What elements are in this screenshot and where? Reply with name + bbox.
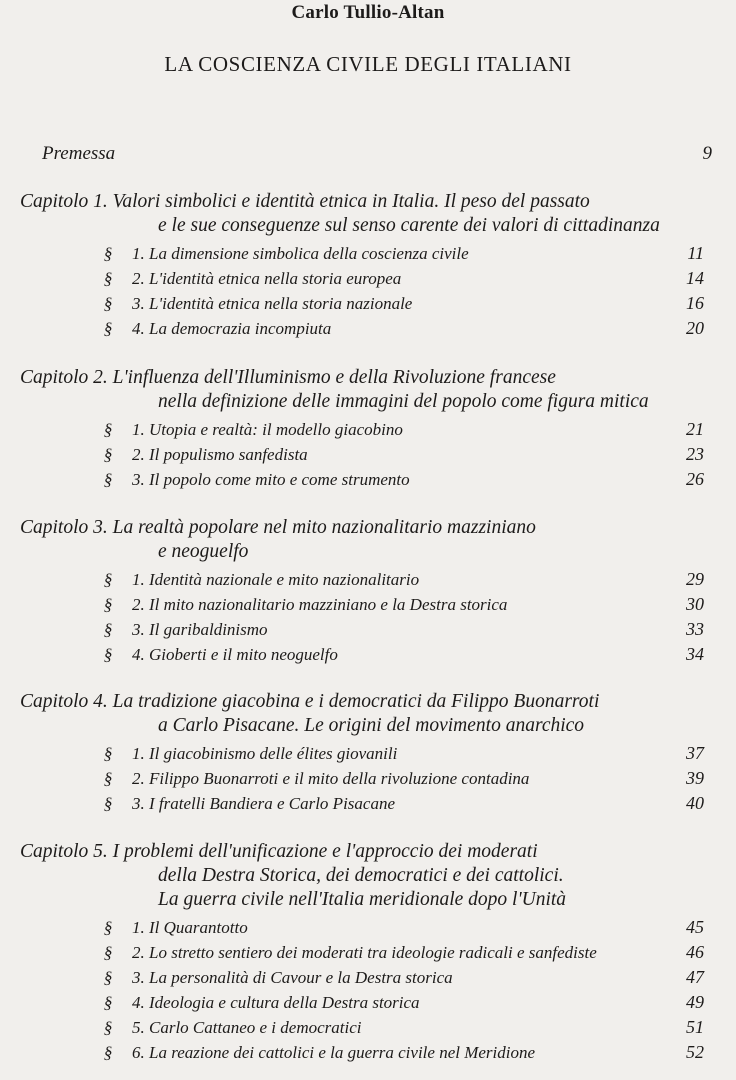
section-symbol: §: [103, 470, 113, 489]
section-symbol: §: [103, 319, 113, 338]
toc-section-entry: [20, 467, 714, 492]
toc-section-entry: [20, 417, 714, 442]
toc-section-entry: [20, 766, 714, 791]
chapter-4: [20, 690, 714, 816]
section-symbol: §: [103, 445, 113, 464]
section-title: 6. La reazione dei cattolici e la guerra civile nel Meridione: [132, 1043, 536, 1062]
section-page: 47: [686, 967, 704, 987]
toc-section-entry: [20, 592, 714, 617]
section-title: 3. L'identità etnica nella storia nazionale: [132, 294, 413, 313]
chapter-2: [20, 366, 714, 492]
section-page: 37: [686, 743, 704, 763]
chapter-heading: [20, 366, 714, 414]
section-page: 51: [686, 1017, 704, 1037]
section-symbol: §: [103, 645, 113, 664]
section-symbol: §: [103, 420, 113, 439]
toc-section-entry: [20, 965, 714, 990]
toc-section-entry: [20, 990, 714, 1015]
section-symbol: §: [103, 570, 113, 589]
book-title: LA COSCIENZA CIVILE DEGLI ITALIANI: [164, 52, 572, 76]
section-page: 40: [686, 793, 704, 813]
section-list: [20, 741, 714, 816]
section-page: 52: [686, 1042, 704, 1062]
section-symbol: §: [103, 943, 113, 962]
chapter-heading: [20, 840, 714, 912]
section-title: 4. Ideologia e cultura della Destra storica: [132, 993, 420, 1012]
toc-section-entry: [20, 442, 714, 467]
chapter-heading-line: della Destra Storica, dei democratici e dei cattolici.: [158, 865, 564, 886]
chapter-heading-line: Capitolo 1. Valori simbolici e identità etnica in Italia. Il peso del passato: [20, 191, 590, 212]
toc-section-entry: [20, 1015, 714, 1040]
section-symbol: §: [103, 294, 113, 313]
section-symbol: §: [103, 620, 113, 639]
section-symbol: §: [103, 1043, 113, 1062]
toc-section-entry: [20, 617, 714, 642]
section-title: 4. La democrazia incompiuta: [132, 319, 332, 338]
section-list: [20, 915, 714, 1065]
section-page: 49: [686, 992, 704, 1012]
toc-section-entry: [20, 316, 714, 341]
toc-section-entry: [20, 940, 714, 965]
chapter-heading: [20, 516, 714, 564]
toc-section-entry: [20, 567, 714, 592]
chapter-heading-line: Capitolo 2. L'influenza dell'Illuminismo e della Rivoluzione francese: [20, 367, 556, 388]
section-list: [20, 417, 714, 492]
section-symbol: §: [103, 1018, 113, 1037]
toc-section-entry: [20, 291, 714, 316]
chapter-heading-line: e neoguelfo: [158, 541, 249, 562]
chapter-3: [20, 516, 714, 667]
section-symbol: §: [103, 269, 113, 288]
section-page: 29: [686, 569, 704, 589]
chapter-5: [20, 840, 714, 1065]
chapter-heading-line: Capitolo 3. La realtà popolare nel mito nazionalitario mazziniano: [20, 517, 536, 538]
chapter-heading: [20, 190, 714, 238]
section-title: 3. Il garibaldinismo: [132, 620, 268, 639]
chapter-heading-line: nella definizione delle immagini del popolo come figura mitica: [158, 391, 649, 412]
section-symbol: §: [103, 595, 113, 614]
toc-section-entry: [20, 791, 714, 816]
section-page: 33: [686, 619, 704, 639]
section-title: 2. Il populismo sanfedista: [132, 445, 308, 464]
section-page: 30: [686, 594, 704, 614]
section-title: 2. Filippo Buonarroti e il mito della rivoluzione contadina: [132, 769, 530, 788]
chapter-1: [20, 190, 714, 341]
section-title: 2. L'identità etnica nella storia europea: [132, 269, 402, 288]
section-symbol: §: [103, 744, 113, 763]
section-page: 45: [686, 917, 704, 937]
toc-section-entry: [20, 241, 714, 266]
section-title: 1. Utopia e realtà: il modello giacobino: [132, 420, 403, 439]
section-page: 20: [686, 318, 704, 338]
section-symbol: §: [103, 968, 113, 987]
chapter-heading-line: e le sue conseguenze sul senso carente dei valori di cittadinanza: [158, 215, 660, 236]
section-title: 1. Il giacobinismo delle élites giovanili: [132, 744, 398, 763]
toc-section-entry: [20, 642, 714, 667]
section-title: 2. Il mito nazionalitario mazziniano e la Destra storica: [132, 595, 508, 614]
toc-section-entry: [20, 266, 714, 291]
section-title: 3. I fratelli Bandiera e Carlo Pisacane: [132, 794, 395, 813]
section-title: 3. Il popolo come mito e come strumento: [132, 470, 410, 489]
section-page: 14: [686, 268, 704, 288]
section-page: 11: [687, 243, 704, 263]
section-symbol: §: [103, 769, 113, 788]
section-title: 5. Carlo Cattaneo e i democratici: [132, 1018, 362, 1037]
section-title: 3. La personalità di Cavour e la Destra storica: [132, 968, 453, 987]
section-list: [20, 241, 714, 341]
section-page: 26: [686, 469, 704, 489]
premessa-page: 9: [702, 143, 712, 164]
section-page: 46: [686, 942, 704, 962]
chapter-heading: [20, 690, 714, 738]
section-symbol: §: [103, 918, 113, 937]
section-list: [20, 567, 714, 667]
section-symbol: §: [103, 794, 113, 813]
toc-section-entry: [20, 741, 714, 766]
section-title: 2. Lo stretto sentiero dei moderati tra ideologie radicali e sanfediste: [132, 943, 597, 962]
section-page: 39: [686, 768, 704, 788]
chapter-heading-line: Capitolo 4. La tradizione giacobina e i democratici da Filippo Buonarroti: [20, 691, 600, 712]
author-name: Carlo Tullio-Altan: [291, 2, 445, 23]
section-title: 4. Gioberti e il mito neoguelfo: [132, 645, 338, 664]
toc-section-entry: [20, 915, 714, 940]
toc-section-entry: [20, 1040, 714, 1065]
section-symbol: §: [103, 244, 113, 263]
section-title: 1. Il Quarantotto: [132, 918, 248, 937]
section-symbol: §: [103, 993, 113, 1012]
section-page: 21: [686, 419, 704, 439]
premessa-label: Premessa: [42, 143, 116, 164]
section-title: 1. Identità nazionale e mito nazionalitario: [132, 570, 420, 589]
chapter-heading-line: Capitolo 5. I problemi dell'unificazione e l'approccio dei moderati: [20, 841, 538, 862]
toc-entry-premessa: [42, 143, 712, 165]
section-title: 1. La dimensione simbolica della coscienza civile: [132, 244, 469, 263]
section-page: 23: [686, 444, 704, 464]
section-page: 16: [686, 293, 704, 313]
chapter-heading-line: a Carlo Pisacane. Le origini del movimento anarchico: [158, 715, 585, 736]
chapter-heading-line: La guerra civile nell'Italia meridionale dopo l'Unità: [158, 889, 567, 910]
section-page: 34: [686, 644, 704, 664]
